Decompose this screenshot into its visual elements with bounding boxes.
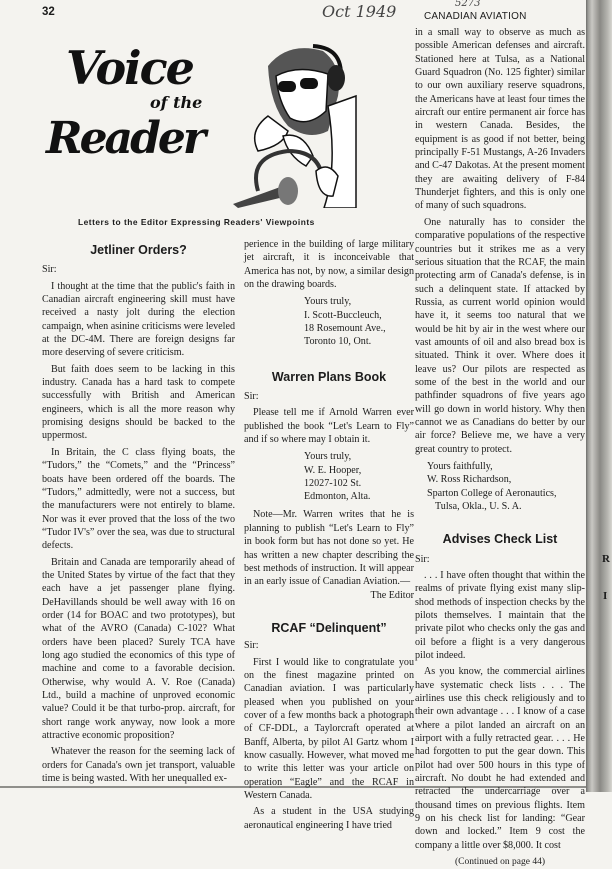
- margin-fragment: I: [603, 590, 608, 602]
- masthead-title-voice: Voice: [66, 41, 193, 95]
- salutation: Sir:: [42, 264, 57, 276]
- signature: [415, 460, 585, 513]
- paragraph: in a small way to observe as much as possible American defenses and aircraft. Stationed here at Tulsa, as a National Guard Squadron (No. 125 fighter) similar to our own auxiliary reserve squadrons, the Americans have at least four times the aircraft our entire permanent air force has in western Canada. Besides, the equipment is as good if not better, being principally F-51 Mustangs, A-26 Invaders and C-47 Dakotas. At the present moment they are awaiting delivery of F-84 Thunderjet fighters, and this is only one of many of such squadrons.: [415, 27, 585, 212]
- paragraph: As you know, the commercial airlines have systematic check lists . . . The airlines use this check religiously and to their own advantage . . . I know of a case where a pilot landed an aircraft on an airport with a fully retracted gear. . . . He had forgotten to put the gear down. This pilot had over 500 hours in this type of aircraft. No doubt he had extended and retracted the undercarriage over a thousand times on previous flights. Item 9 on his check list for landing: “Gear down and locked.” Item 9 cost the company a little over $8,000. It cost: [415, 666, 585, 851]
- paragraph: As a student in the USA studying aeronautical engineering I have tried: [244, 806, 414, 831]
- letter-heading: Advises Check List: [442, 532, 558, 547]
- paragraph: perience in the building of large military jet aircraft, it is inconceivable that America has not, by now, a similar design on the drawing boards.: [244, 239, 414, 291]
- editor-note: Note—Mr. Warren writes that he is planning to publish “Let's Learn to Fly” in book form but has not done so yet. He has written a new chapter describing the best methods of instruction. It will appear in an early issue of Canadian Aviation.—: [244, 509, 414, 588]
- magazine-name: CANADIAN AVIATION: [424, 11, 527, 22]
- signature-line: W. Ross Richardson,: [427, 474, 512, 486]
- paragraph: I thought at the time that the public's faith in Canadian aircraft engineering skill must have received a nasty jolt during the election campaign, when asinine criticisms were leveled at the DC-4M. There are foreign designs far more deserving of severe criticism.: [42, 280, 235, 359]
- paragraph: Whatever the reason for the seeming lack of orders for Canada's own jet transport, valuable time is being wasted. With her unequalled ex-: [42, 746, 235, 785]
- page-binding-edge: [586, 0, 612, 792]
- signature-line: Yours truly,: [304, 296, 352, 308]
- paragraph: Please tell me if Arnold Warren ever published the book “Let's Learn to Fly” and if so where may I obtain it.: [244, 407, 414, 445]
- signature: [244, 295, 414, 348]
- paragraph: In Britain, the C class flying boats, the “Tudors,” the “Comets,” and the “Princess” boats have been ordered off the boards. The “Tudors,” admittedly, were not a success, but the manufacturers were not entirely to blame. Nor was it ever proved that the loss of the two “Tudor IV's” over the sea, was due to structural defects.: [42, 446, 235, 552]
- masthead-title-reader: Reader: [46, 113, 204, 164]
- paragraph: . . . I have often thought that within the realms of private flying exist many slip-shod methods of inspection checks by the pilots themselves. I maintain that the private pilot who checks only the gas and oil before a flight is a very dangerous pilot indeed.: [415, 569, 585, 661]
- letter-heading: Warren Plans Book: [271, 369, 387, 384]
- salutation: Sir:: [244, 390, 259, 402]
- masthead-subtitle: Letters to the Editor Expressing Readers' Viewpoints: [78, 217, 315, 227]
- signature-line: Sparton College of Aeronautics,: [427, 487, 557, 499]
- signature-line: Yours truly,: [304, 451, 352, 463]
- signature-line: Edmonton, Alta.: [304, 491, 371, 503]
- handwritten-number: 5273: [455, 0, 481, 9]
- signature-line: 12027-102 St.: [304, 477, 362, 489]
- signature-line: Toronto 10, Ont.: [304, 336, 372, 348]
- salutation: Sir:: [244, 640, 259, 652]
- salutation: Sir:: [415, 553, 430, 565]
- signature-line: 18 Rosemount Ave.,: [304, 322, 386, 334]
- letter-heading: RCAF “Delinquent”: [271, 620, 387, 635]
- paragraph: First I would like to congratulate you on the finest magazine printed on Canadian aviation. I was particularly pleased when you published on your cover of a few months back a photograph of CF-DDL, a Taylorcraft operated at Banff, Alberta, by pilot Al Gartz whom I know casually. However, what moved me to write this letter was your article on operation “Eagle” and the RCAF in Western Canada.: [244, 656, 414, 801]
- signature: [244, 450, 414, 503]
- column-middle: [244, 238, 414, 835]
- masthead-title-of-the: of the: [150, 93, 203, 112]
- signature-line: W. E. Hooper,: [304, 464, 362, 476]
- column-right: [415, 26, 585, 869]
- margin-fragment: R: [602, 553, 610, 565]
- continued-note: (Continued on page 44): [455, 857, 545, 868]
- signature-line: I. Scott-Buccleuch,: [304, 309, 382, 321]
- pilot-illustration: [228, 36, 358, 208]
- letter-heading: Jetliner Orders?: [90, 243, 187, 257]
- column-left: [42, 244, 235, 788]
- handwritten-date: Oct 1949: [322, 2, 397, 21]
- page-number: 32: [42, 6, 55, 18]
- paragraph: But faith does seem to be lacking in this industry. Canada has a hard task to compete successfully with British and American engineers, which is all the more reason why promising designs should be backed to the uppermost.: [42, 363, 235, 442]
- signature-line: Yours faithfully,: [427, 461, 493, 472]
- editor-signature: The Editor: [370, 589, 414, 601]
- paragraph: One naturally has to consider the comparative populations of the respective countries but it strikes me as a very serious situation that the RCAF, the main protecting arm of Canada's defense, is in such a delinquent state. If attacked by Russia, as current world opinion would have it, it seems too natural that we would be hit by air in the west where our vast amounts of oil and also bread box is situated. Think it over. Where does it leave us? Our pilots are respected as some of the best in the world and our pathfinder squadrons of five years ago will go down in world history. Why then cannot we as Canadians do better by our air force? Believe me, we have a very great country to protect.: [415, 216, 585, 455]
- paragraph: Britain and Canada are temporarily ahead of the United States by virtue of the fact that they each have a jet passenger plane flying. DeHavillands should be well away with 16 on order (14 for BOAC and two prototypes), but what of the AVRO (Canada) C-102? What orders have been placed? Surely TCA have long ago studied the economics of this type of machine and come to a favorable decision. Otherwise, why would A. V. Roe (Canada) Ltd., build a machine of unproved economic value? Could it be that turbo-prop. aircraft, for short range work anyway, now look a more attractive economic proposition?: [42, 556, 235, 742]
- signature-line: Tulsa, Okla., U. S. A.: [435, 500, 522, 512]
